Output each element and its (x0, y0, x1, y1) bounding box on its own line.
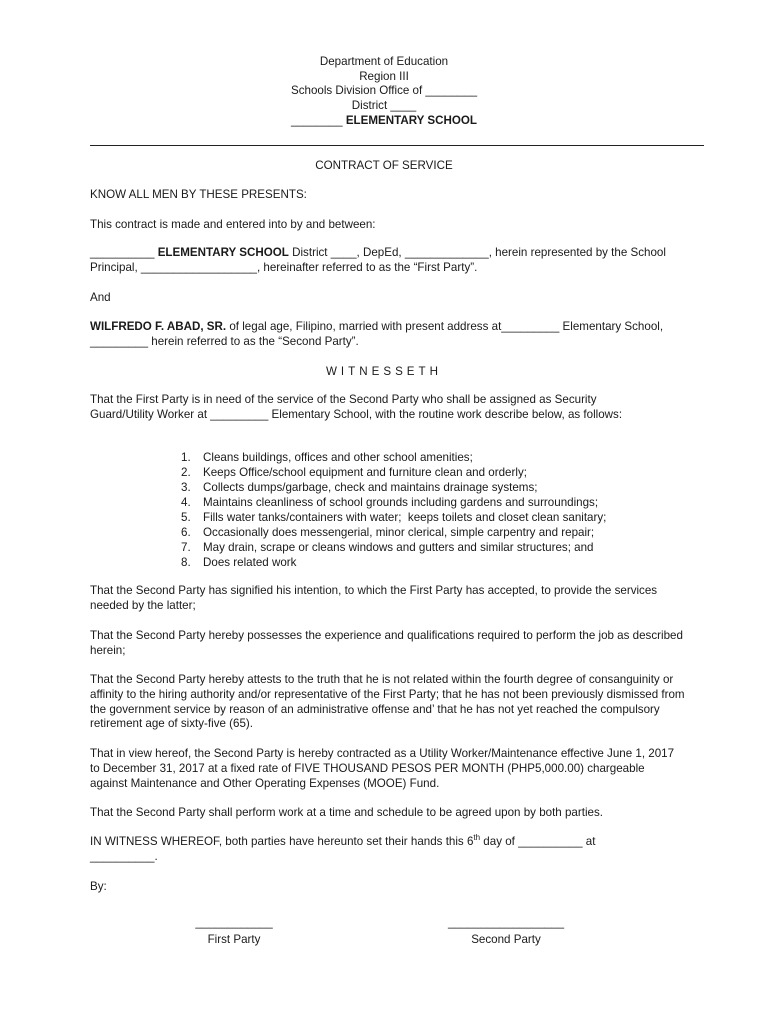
letterhead-region: Region III (359, 69, 409, 83)
list-item: 3. Collects dumps/garbage, check and maintains drainage systems; (181, 480, 538, 494)
list-item: 6. Occasionally does messengerial, minor clerical, simple carpentry and repair; (181, 525, 595, 539)
letterhead-district: District ____ (351, 99, 417, 113)
duties-list (181, 451, 606, 571)
in-witness-paragraph (90, 835, 645, 865)
header-divider (90, 145, 704, 146)
letterhead-department: Department of Education (319, 55, 449, 68)
attests-paragraph: That the Second Party hereby attests to the truth that he is not related within the fourth degree of consanguinity or affinity to the hiring authority and/or representative of the First Party; that he has not been previously dismissed from the government service by reason of an administrative offense and’ that he has not yet reached the compulsory retirement age of sixty-five (65). (90, 673, 685, 731)
signified-paragraph: That the Second Party has signified his intention, to which the First Party has accepted, to provide the services needed by the latter; (90, 584, 658, 612)
letterhead-division: Schools Division Office of ________ (290, 84, 478, 98)
school-blank: ________ (291, 113, 346, 127)
in-witness-rest: day of __________ at __________. (90, 835, 596, 863)
first-party-signature-line: ____________ (195, 916, 273, 929)
first-party-school: ELEMENTARY SCHOOL (157, 246, 289, 259)
school-name: ELEMENTARY SCHOOL (345, 113, 477, 127)
first-party-school-blank: __________ (90, 246, 158, 259)
need-paragraph: That the First Party is in need of the service of the Second Party who shall be assigned as Security Guard/Utility Worker at _________ Elementary School, with the routine work describe below, as follows: (90, 393, 623, 421)
first-party-signature-label: First Party (207, 933, 261, 946)
list-item: 7. May drain, scrape or cleans windows and gutters and similar structures; and (181, 540, 594, 554)
made-between: This contract is made and entered into by and between: (90, 218, 376, 231)
second-party-signature-label: Second Party (471, 933, 541, 946)
contract-title: CONTRACT OF SERVICE (315, 159, 453, 172)
second-party-signature-line: __________________ (447, 916, 565, 929)
letterhead (0, 55, 768, 129)
know-all-men: KNOW ALL MEN BY THESE PRESENTS: (90, 188, 307, 201)
contracted-paragraph: That in view hereof, the Second Party is hereby contracted as a Utility Worker/Maintenance effective June 1, 2017 to December 31, 2017 at a fixed rate of FIVE THOUSAND PESOS PER MONTH (PHP5,000.00) chargeable against Maintenance and Other Operating Expenses (MOOE) Fund. (90, 747, 675, 790)
second-party-signature (431, 914, 581, 948)
list-item: 1. Cleans buildings, offices and other school amenities; (181, 451, 473, 464)
first-party-signature (184, 914, 284, 948)
first-party-paragraph (90, 246, 670, 276)
second-party-paragraph (90, 320, 670, 350)
second-party-name: WILFREDO F. ABAD, SR. (90, 320, 227, 333)
and-text: And (90, 291, 111, 304)
possesses-paragraph: That the Second Party hereby possesses the experience and qualifications required to perform the job as described herein; (90, 629, 683, 657)
in-witness-text: IN WITNESS WHEREOF, both parties have hereunto set their hands this 6 (90, 835, 474, 848)
witnesseth-heading: WITNESSETH (325, 365, 442, 378)
in-witness-ordinal: th (473, 833, 481, 843)
second-party-text: of legal age, Filipino, married with present address at_________ Elementary School, _________ herein referred to as the “Second Party”. (90, 320, 664, 348)
list-item: 5. Fills water tanks/containers with water; keeps toilets and closet clean sanitary; (181, 510, 607, 524)
letterhead-school (0, 114, 768, 129)
first-party-text: District ____, DepEd, _____________, herein represented by the School Principal, __________________, hereinafter referred to as the “First Party”. (90, 246, 666, 274)
list-item: 4. Maintains cleanliness of school grounds including gardens and surroundings; (181, 495, 599, 509)
by-label: By: (90, 880, 107, 893)
schedule-paragraph: That the Second Party shall perform work at a time and schedule to be agreed upon by both parties. (90, 806, 604, 819)
list-item: 2. Keeps Office/school equipment and furniture clean and orderly; (181, 465, 527, 479)
list-item: 8. Does related work (181, 555, 297, 569)
